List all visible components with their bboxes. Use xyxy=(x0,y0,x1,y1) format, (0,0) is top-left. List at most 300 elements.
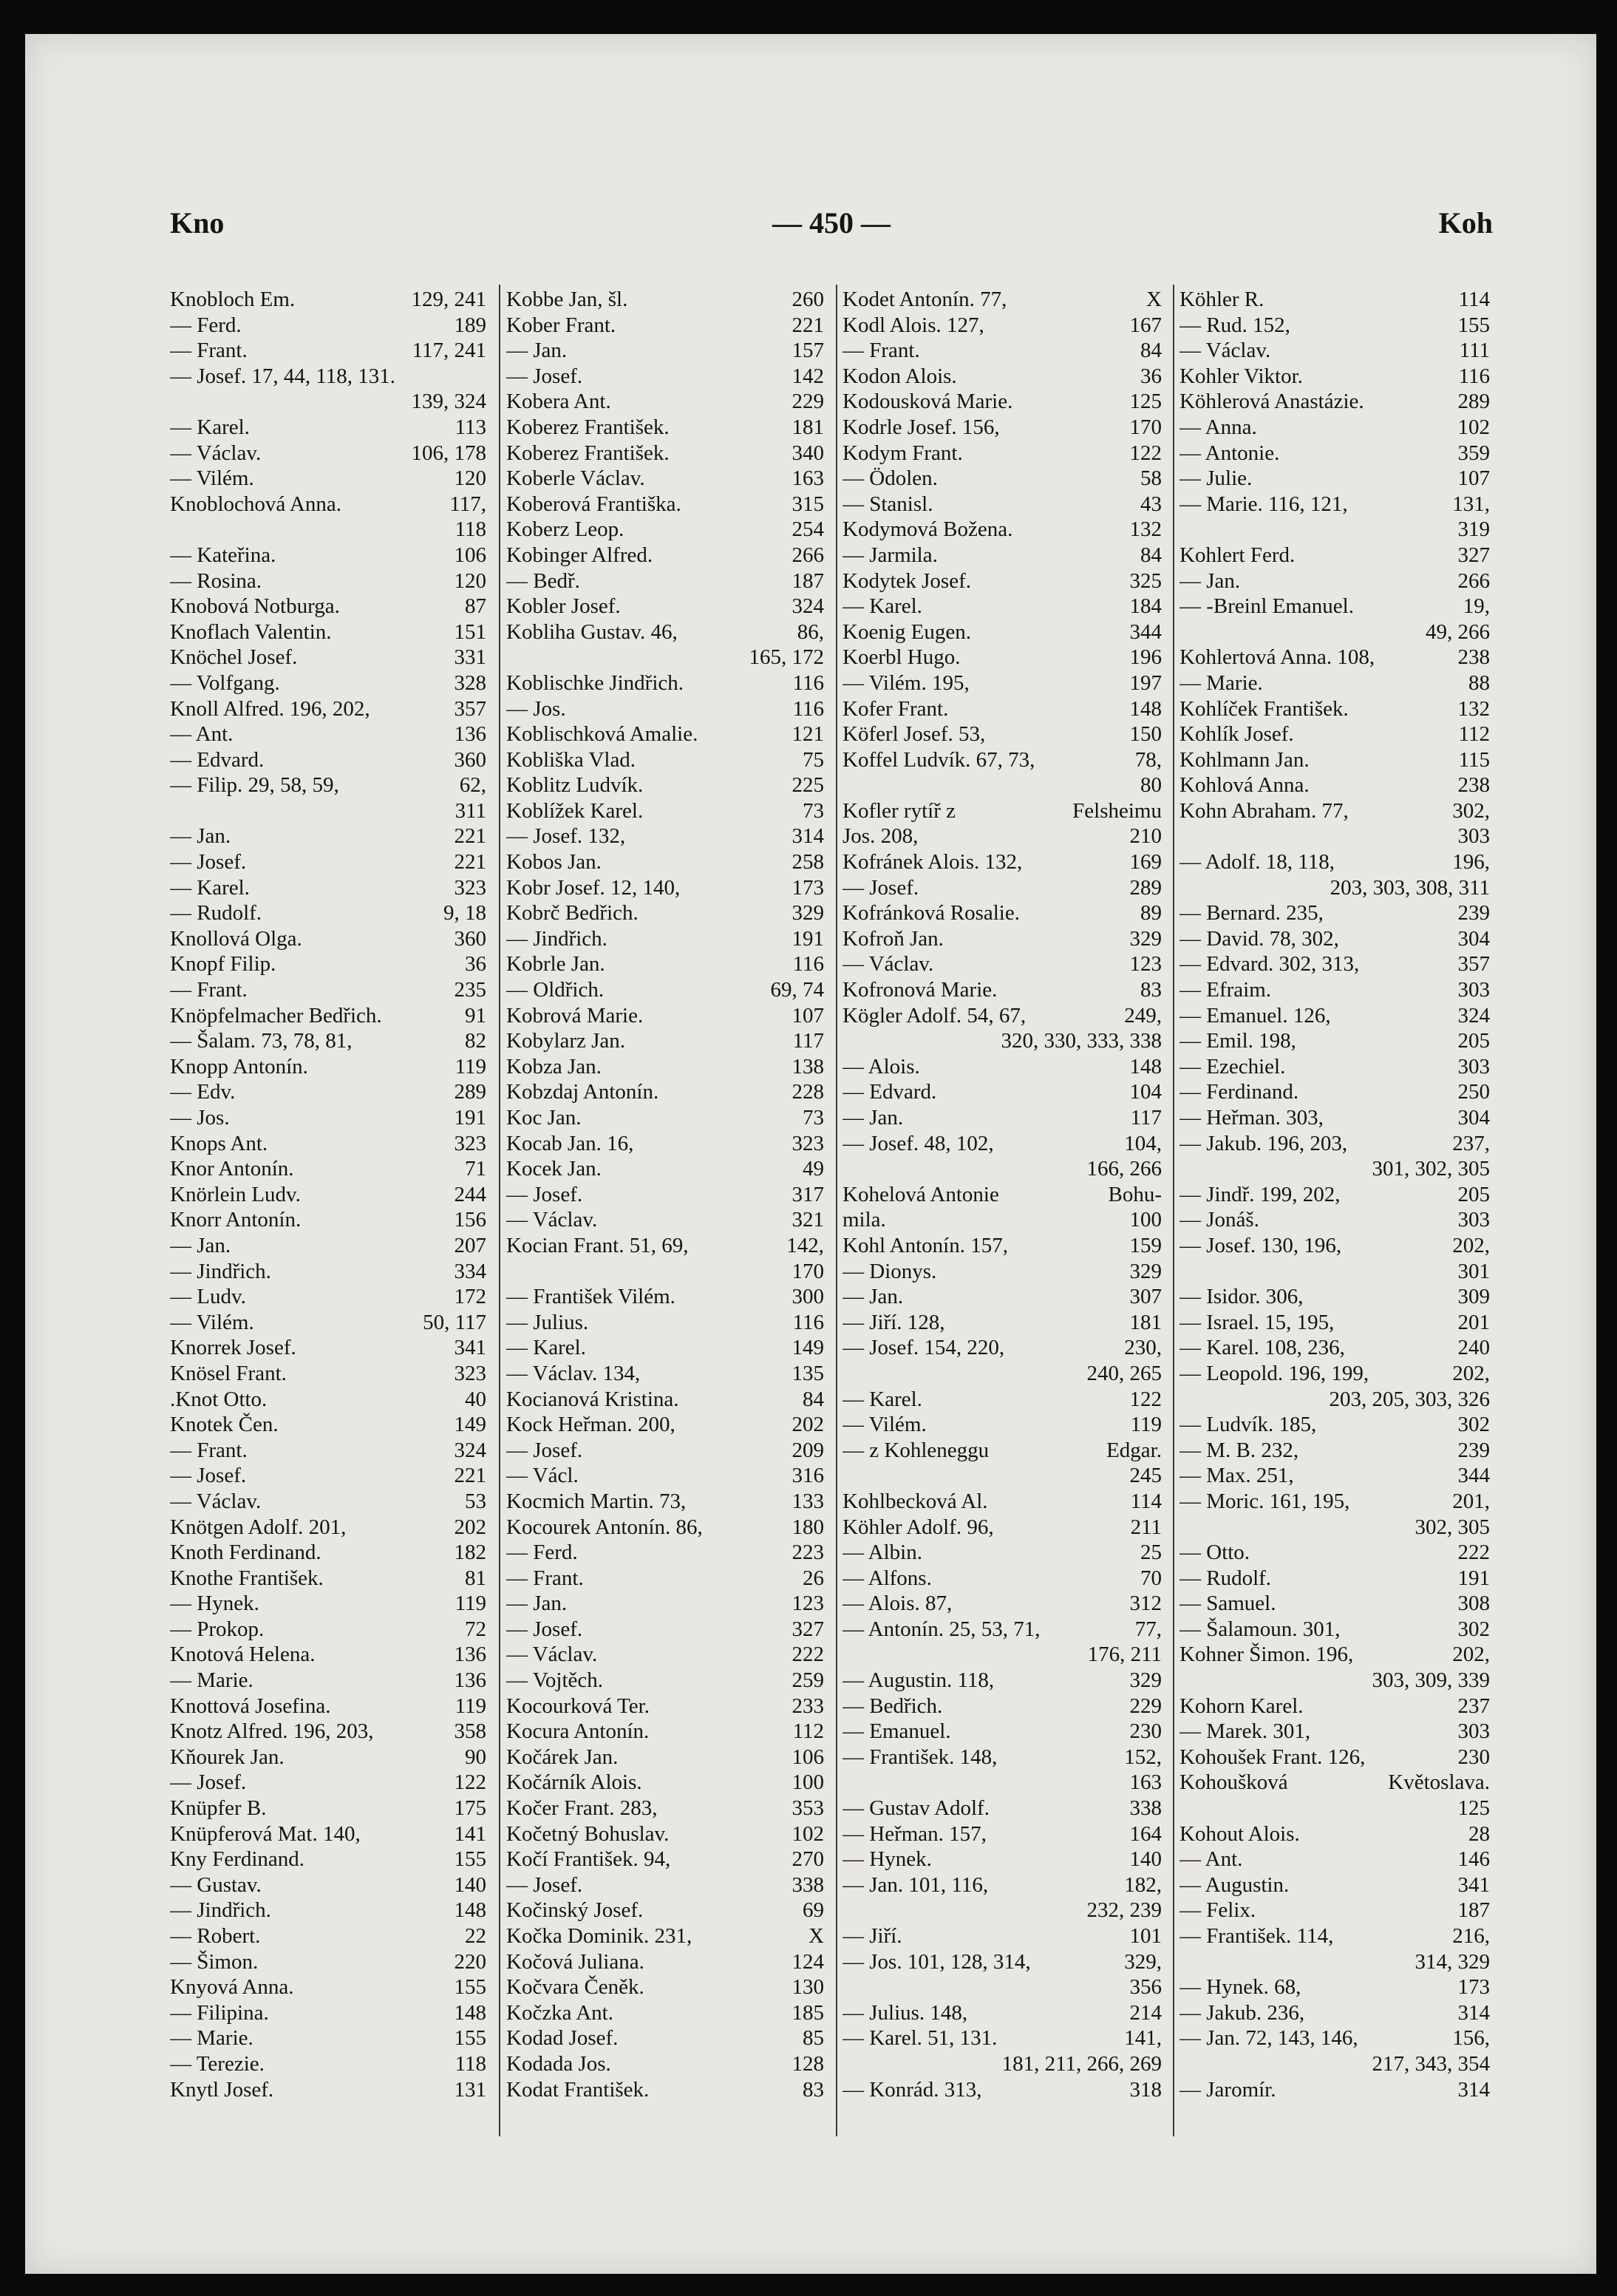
page-refs: 266 xyxy=(1457,568,1490,593)
page-refs: 140 xyxy=(454,1872,486,1897)
entry-name: Kofer Frant. xyxy=(842,696,949,721)
entry-line xyxy=(1179,1923,1490,1949)
index-entry xyxy=(170,926,486,952)
entry-name: — Kateřina. xyxy=(170,543,276,567)
index-entry xyxy=(170,1438,486,1464)
page-refs-continued: 303 xyxy=(1457,824,1490,849)
entry-name: Kočí František. 94, xyxy=(506,1847,671,1872)
page-refs: 202, xyxy=(1452,1233,1490,1257)
index-entry xyxy=(1179,1898,1490,1923)
entry-continuation xyxy=(842,772,1162,798)
entry-name: Knor Antonín. xyxy=(170,1157,294,1181)
index-column-3 xyxy=(842,287,1162,2135)
index-entry xyxy=(1179,849,1490,900)
entry-name: Kober Frant. xyxy=(506,313,616,337)
index-entry xyxy=(1179,1284,1490,1310)
page-refs: 230, xyxy=(1124,1336,1162,1360)
entry-name: — Josef. 154, 220, xyxy=(842,1336,1005,1360)
entry-name: Köhlerová Anastázie. xyxy=(1179,390,1364,414)
index-entry xyxy=(506,1284,824,1310)
entry-line xyxy=(170,1438,486,1464)
entry-line xyxy=(842,1923,1162,1949)
entry-name: Kobliška Vlad. xyxy=(506,747,636,772)
entry-line xyxy=(506,1284,824,1310)
index-entry xyxy=(1179,747,1490,773)
entry-name: Kočer Frant. 283, xyxy=(506,1796,658,1821)
entry-line xyxy=(1179,1003,1490,1029)
entry-name: — Václav. xyxy=(170,1489,262,1513)
page-refs: 314 xyxy=(792,824,824,849)
page-refs: 230 xyxy=(1129,1719,1162,1744)
index-entry xyxy=(1179,1974,1490,2000)
entry-name: — Anna. xyxy=(1179,415,1257,439)
page-refs: 9, 18 xyxy=(443,901,486,925)
entry-name: Köhler R. xyxy=(1179,288,1264,311)
entry-line xyxy=(170,721,486,747)
index-entry xyxy=(506,1182,824,1208)
page-refs: 164 xyxy=(1129,1821,1162,1846)
entry-name: — Bernard. 235, xyxy=(1179,901,1324,925)
entry-line xyxy=(506,1872,824,1898)
entry-line xyxy=(170,1566,486,1592)
index-column-2 xyxy=(506,287,824,2135)
page-refs: 104, xyxy=(1124,1131,1162,1155)
entry-name: — Jan. 72, 143, 146, xyxy=(1179,2026,1358,2051)
page-refs: 83 xyxy=(803,2077,824,2102)
entry-line xyxy=(1179,1694,1490,1719)
entry-name: Jos. 208, xyxy=(842,824,919,849)
index-column-1 xyxy=(170,287,486,2135)
entry-name: Kobzdaj Antonín. xyxy=(506,1080,659,1104)
entry-name: — M. B. 232, xyxy=(1179,1438,1299,1462)
page-refs-continued: 319 xyxy=(1457,517,1490,542)
page-refs: 270 xyxy=(792,1847,824,1872)
page-refs: 107 xyxy=(1457,466,1490,491)
index-entry xyxy=(170,1719,486,1745)
page-refs: 136 xyxy=(454,722,486,747)
entry-name: — Israel. 15, 195, xyxy=(1179,1310,1335,1334)
index-entry xyxy=(842,543,1162,568)
entry-name: — Hynek. xyxy=(170,1592,259,1616)
entry-line xyxy=(506,875,824,901)
page-refs: 117 xyxy=(1130,1106,1162,1130)
page-refs: 358 xyxy=(454,1719,486,1744)
entry-line xyxy=(170,1847,486,1872)
entry-line xyxy=(170,1361,486,1387)
index-entry xyxy=(842,1233,1162,1259)
entry-name: Kofronová Marie. xyxy=(842,978,998,1002)
entry-name: Kobos Jan. xyxy=(506,850,602,874)
index-entry xyxy=(506,1974,824,2000)
page-refs: 122 xyxy=(454,1770,486,1795)
entry-line xyxy=(506,415,824,441)
entry-name: Knöchel Josef. xyxy=(170,645,298,670)
entry-line xyxy=(1179,1770,1490,1796)
page-refs: Felsheimu xyxy=(1072,798,1162,823)
entry-line xyxy=(170,338,486,364)
page-refs-continued: 245 xyxy=(1129,1464,1162,1488)
entry-name: Koberle Václav. xyxy=(506,466,645,491)
entry-line xyxy=(170,1259,486,1285)
index-entry xyxy=(1179,415,1490,441)
index-entry xyxy=(170,1566,486,1592)
entry-line xyxy=(170,1463,486,1489)
entry-line xyxy=(1179,1361,1490,1387)
page-refs: 211 xyxy=(1130,1515,1162,1539)
index-entry xyxy=(842,1489,1162,1515)
entry-continuation xyxy=(506,1259,824,1285)
page-refs: 324 xyxy=(792,594,824,619)
entry-continuation xyxy=(170,798,486,824)
index-entry xyxy=(842,1207,1162,1233)
entry-name: — Edvard. xyxy=(842,1080,937,1104)
entry-name: — Heřman. 303, xyxy=(1179,1106,1324,1130)
page-refs: 122 xyxy=(1129,1387,1162,1411)
index-entry xyxy=(506,1310,824,1336)
index-entry xyxy=(506,1361,824,1387)
page-refs: 148 xyxy=(454,2000,486,2025)
page-refs: 359 xyxy=(1457,441,1490,465)
page-refs: 196 xyxy=(1129,645,1162,670)
page-refs: 329 xyxy=(1129,926,1162,951)
index-entry xyxy=(170,1591,486,1617)
index-entry xyxy=(170,1872,486,1898)
page-refs: 62, xyxy=(459,773,486,798)
entry-line xyxy=(506,951,824,977)
entry-line xyxy=(506,364,824,390)
entry-line xyxy=(842,1515,1162,1541)
page-refs: 170 xyxy=(1129,415,1162,439)
entry-name: — Jan. xyxy=(842,1106,904,1130)
entry-line xyxy=(842,900,1162,926)
entry-line xyxy=(1179,364,1490,390)
entry-name: — Jindř. 199, 202, xyxy=(1179,1182,1341,1206)
index-entry xyxy=(170,364,486,415)
index-entry xyxy=(842,364,1162,390)
page-refs: 136 xyxy=(454,1643,486,1667)
entry-line xyxy=(170,1079,486,1105)
index-entry xyxy=(506,2025,824,2051)
entry-line xyxy=(1179,1310,1490,1336)
entry-line xyxy=(842,1284,1162,1310)
entry-name: Kohoušková xyxy=(1179,1770,1288,1795)
page-refs: 250 xyxy=(1457,1080,1490,1104)
index-entry xyxy=(506,1003,824,1029)
entry-line xyxy=(506,287,824,313)
page-refs: 201, xyxy=(1452,1489,1490,1513)
entry-line xyxy=(506,389,824,415)
page-refs: 22 xyxy=(465,1924,486,1948)
page-refs-continued: 303, 309, 339 xyxy=(1372,1668,1490,1693)
entry-name: — Antonie. xyxy=(1179,441,1280,465)
index-entry xyxy=(506,1566,824,1592)
entry-name: — Julius. xyxy=(506,1310,589,1334)
index-entry xyxy=(1179,1694,1490,1719)
index-entry xyxy=(1179,951,1490,977)
entry-continuation xyxy=(842,1898,1162,1923)
index-entry xyxy=(506,1412,824,1438)
entry-line xyxy=(842,364,1162,390)
entry-name: — Václav. xyxy=(842,952,934,977)
entry-line xyxy=(506,1515,824,1541)
page-refs: 49 xyxy=(803,1157,824,1181)
entry-name: — Karel. 108, 236, xyxy=(1179,1336,1345,1360)
page-refs: 25 xyxy=(1140,1541,1162,1565)
entry-name: Kocourková Ter. xyxy=(506,1694,650,1718)
entry-line xyxy=(842,1668,1162,1694)
entry-line xyxy=(506,1463,824,1489)
page-refs: 112 xyxy=(792,1719,824,1744)
page-refs: 148 xyxy=(1129,1054,1162,1079)
page-refs: 106, 178 xyxy=(411,441,486,465)
index-entry xyxy=(170,543,486,568)
index-entry xyxy=(1179,338,1490,364)
entry-name: — Otto. xyxy=(1179,1541,1250,1565)
entry-line xyxy=(1179,1566,1490,1592)
entry-line xyxy=(506,1412,824,1438)
entry-line xyxy=(170,823,486,849)
index-entry xyxy=(842,1872,1162,1923)
entry-line xyxy=(170,1796,486,1821)
entry-line xyxy=(506,1796,824,1821)
page-refs: 141 xyxy=(454,1821,486,1846)
index-entry xyxy=(842,1540,1162,1566)
entry-continuation xyxy=(506,645,824,670)
header-right-guide: Koh xyxy=(1438,206,1493,240)
page-refs: 107 xyxy=(792,1003,824,1028)
index-entry xyxy=(1179,1617,1490,1643)
page-refs-continued: 203, 205, 303, 326 xyxy=(1329,1387,1490,1411)
entry-line xyxy=(506,1028,824,1054)
page-refs: 155 xyxy=(454,1975,486,2000)
index-entry xyxy=(506,1335,824,1361)
entry-name: — Terezie. xyxy=(170,2051,265,2076)
entry-name: Kobrč Bedřich. xyxy=(506,901,639,925)
entry-name: Kofler rytíř z xyxy=(842,798,956,823)
entry-line xyxy=(170,1591,486,1617)
entry-line xyxy=(170,466,486,492)
index-entry xyxy=(170,1642,486,1668)
index-entry xyxy=(842,798,1162,824)
entry-line xyxy=(170,1872,486,1898)
entry-line xyxy=(1179,313,1490,339)
entry-name: — Šimon. xyxy=(170,1949,259,1974)
page-refs: 205 xyxy=(1457,1182,1490,1206)
index-entry xyxy=(170,2000,486,2026)
index-entry xyxy=(170,645,486,670)
index-entry xyxy=(170,313,486,339)
index-entry xyxy=(1179,1131,1490,1182)
entry-name: — -Breinl Emanuel. xyxy=(1179,594,1354,619)
entry-name: Kobylarz Jan. xyxy=(506,1029,626,1053)
index-entry xyxy=(506,1489,824,1515)
index-entry xyxy=(506,951,824,977)
entry-line xyxy=(842,2077,1162,2103)
entry-line xyxy=(842,568,1162,594)
page-refs-continued: 356 xyxy=(1129,1975,1162,2000)
index-entry xyxy=(1179,645,1490,670)
entry-line xyxy=(842,1872,1162,1898)
entry-line xyxy=(842,1003,1162,1029)
entry-name: — Josef. 48, 102, xyxy=(842,1131,994,1155)
page-refs-continued: 232, 239 xyxy=(1086,1898,1162,1923)
entry-line xyxy=(506,594,824,619)
entry-name: — Karel. xyxy=(842,1387,922,1411)
entry-line xyxy=(1179,849,1490,875)
entry-name: — Josef. xyxy=(506,1182,583,1206)
index-entry xyxy=(1179,1207,1490,1233)
entry-name: — Ant. xyxy=(170,722,234,747)
page-refs: 187 xyxy=(1457,1898,1490,1923)
entry-line xyxy=(506,1054,824,1080)
page-refs: 202 xyxy=(454,1515,486,1539)
entry-line xyxy=(1179,977,1490,1003)
index-entry xyxy=(170,1233,486,1259)
page-refs-continued: 203, 303, 308, 311 xyxy=(1330,875,1490,900)
entry-line xyxy=(506,900,824,926)
page-refs: 102 xyxy=(792,1821,824,1846)
index-entry xyxy=(842,492,1162,517)
entry-line xyxy=(170,977,486,1003)
index-entry xyxy=(842,670,1162,696)
page-refs: 303 xyxy=(1457,1719,1490,1744)
entry-line xyxy=(170,1898,486,1923)
page-refs: 116 xyxy=(792,696,824,721)
entry-name: Kocourek Antonín. 86, xyxy=(506,1515,703,1539)
page-refs: 221 xyxy=(454,850,486,874)
entry-name: — Gustav Adolf. xyxy=(842,1796,990,1821)
entry-name: Koberová Františka. xyxy=(506,492,681,516)
index-entry xyxy=(506,875,824,901)
index-entry xyxy=(506,1105,824,1131)
entry-line xyxy=(842,287,1162,313)
entry-line xyxy=(842,1949,1162,1975)
entry-line xyxy=(1179,772,1490,798)
page-refs: 149 xyxy=(792,1336,824,1360)
page-refs: 321 xyxy=(792,1208,824,1232)
index-entry xyxy=(506,364,824,390)
index-entry xyxy=(506,1540,824,1566)
entry-line xyxy=(170,1770,486,1796)
index-entry xyxy=(842,415,1162,441)
page-refs: 216, xyxy=(1452,1924,1490,1948)
entry-name: — Konrád. 313, xyxy=(842,2077,982,2102)
entry-line xyxy=(170,1335,486,1361)
entry-name: Kodon Alois. xyxy=(842,364,957,388)
entry-line xyxy=(170,441,486,466)
entry-name: — Alois. xyxy=(842,1054,920,1079)
index-entry xyxy=(170,1847,486,1872)
page-refs: 239 xyxy=(1457,901,1490,925)
entry-line xyxy=(842,1412,1162,1438)
entry-line xyxy=(170,1974,486,2000)
page-refs-continued: 217, 343, 354 xyxy=(1372,2051,1490,2076)
index-entry xyxy=(506,696,824,722)
index-entry xyxy=(842,1949,1162,2000)
index-entry xyxy=(170,670,486,696)
entry-line xyxy=(1179,492,1490,517)
page-refs: 182 xyxy=(454,1541,486,1565)
index-entry xyxy=(506,1694,824,1719)
page-refs: 340 xyxy=(792,441,824,465)
page-refs: 36 xyxy=(465,952,486,977)
index-entry xyxy=(842,926,1162,952)
entry-line xyxy=(506,772,824,798)
entry-name: — Frant. xyxy=(170,339,248,363)
entry-line xyxy=(842,1745,1162,1770)
index-entry xyxy=(842,2025,1162,2076)
index-entry xyxy=(842,645,1162,670)
entry-name: Knyová Anna. xyxy=(170,1975,294,2000)
entry-name: .Knot Otto. xyxy=(170,1387,268,1411)
entry-continuation xyxy=(842,1463,1162,1489)
index-entry xyxy=(1179,492,1490,543)
page-refs: 135 xyxy=(792,1361,824,1385)
page-refs-continued: 181, 211, 266, 269 xyxy=(1001,2051,1162,2076)
entry-line xyxy=(506,1949,824,1975)
index-entry xyxy=(506,389,824,415)
entry-line xyxy=(170,287,486,313)
entry-line xyxy=(842,1182,1162,1208)
entry-name: Kodada Jos. xyxy=(506,2051,611,2076)
entry-name: — Frant. xyxy=(170,978,248,1002)
page-refs: 344 xyxy=(1129,619,1162,644)
index-entry xyxy=(170,1028,486,1054)
index-entry xyxy=(842,875,1162,901)
page-refs: 148 xyxy=(454,1898,486,1923)
entry-name: Kocian Frant. 51, 69, xyxy=(506,1233,689,1257)
index-entry xyxy=(842,1259,1162,1285)
entry-name: Kohout Alois. xyxy=(1179,1821,1300,1846)
entry-line xyxy=(842,1207,1162,1233)
page-refs: X xyxy=(1146,288,1162,311)
entry-name: Koblischke Jindřich. xyxy=(506,670,684,695)
entry-name: Koenig Eugen. xyxy=(842,619,971,644)
page-refs: 260 xyxy=(792,288,824,311)
index-entry xyxy=(170,1310,486,1336)
entry-name: — Edvard. xyxy=(170,747,265,772)
page-refs: 338 xyxy=(1129,1796,1162,1821)
index-entry xyxy=(170,2025,486,2051)
page-refs: 100 xyxy=(792,1770,824,1795)
index-entry xyxy=(506,543,824,568)
entry-name: Kohorn Karel. xyxy=(1179,1694,1304,1718)
index-entry xyxy=(842,1668,1162,1694)
entry-name: Koberez František. xyxy=(506,415,670,439)
index-entry xyxy=(170,1489,486,1515)
index-entry xyxy=(1179,1463,1490,1489)
page-refs: 323 xyxy=(454,875,486,900)
entry-name: — Leopold. 196, 199, xyxy=(1179,1361,1369,1385)
index-entry xyxy=(1179,1438,1490,1464)
page-refs: 187 xyxy=(792,568,824,593)
entry-line xyxy=(1179,1233,1490,1259)
entry-continuation xyxy=(1179,875,1490,901)
page-refs: 69, 74 xyxy=(770,978,824,1002)
index-entry xyxy=(1179,1079,1490,1105)
entry-line xyxy=(506,338,824,364)
page-refs: 189 xyxy=(454,313,486,337)
page-refs: 191 xyxy=(1457,1566,1490,1590)
entry-line xyxy=(170,568,486,594)
entry-line xyxy=(170,875,486,901)
entry-line xyxy=(1179,1028,1490,1054)
page-refs: 119 xyxy=(455,1054,486,1079)
index-entry xyxy=(1179,721,1490,747)
entry-line xyxy=(170,696,486,722)
index-entry xyxy=(170,823,486,849)
entry-line xyxy=(506,1335,824,1361)
